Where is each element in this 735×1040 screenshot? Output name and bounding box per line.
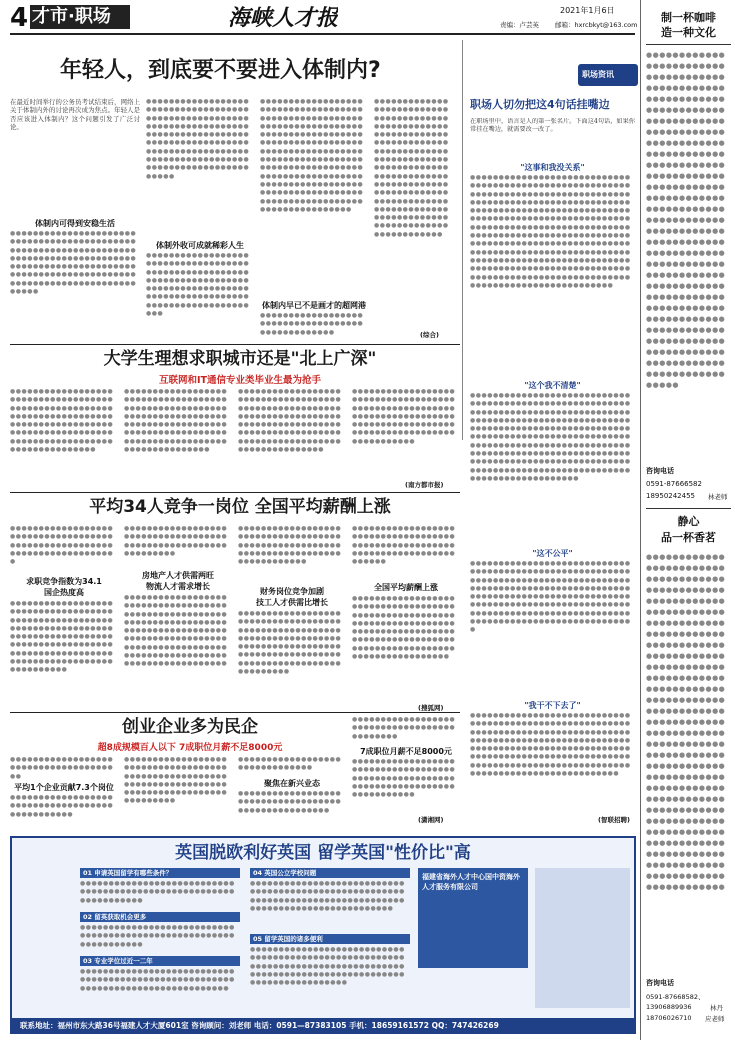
a4-col4b: ●●●●●●●●●●●●●●●●●●●●●●●●●●●●●●●●●●●●●●●●●●●●●●●●●●●●●●●●●●●●●●●●●●●●●●●●●●●●●●●●●●●●●●●●●●●●●●●●●●●●●●●●●●●●●●●●●●●●●●●●●●●●●●●●●●●●●●●●●●●●●●● [352,595,456,661]
ad-q1: 01 申请英国留学有哪些条件？ [80,868,240,878]
a1-col3b: ●●●●●●●●●●●●●●●●●●●●●●●●●●●●●●●●●●●●●●●●●●●●●●●●● [260,312,364,336]
a5-col3b: ●●●●●●●●●●●●●●●●●●●●●●●●●●●●●●●●●●●●●●●●●●●●●●●●●●●● [238,790,342,814]
ad-footer-right: 手机：18659161572 QQ：747426269 [349,1021,499,1030]
a1-subhead-b: 体制外收可成就稀彩人生 [156,241,244,250]
a4-col3a: ●●●●●●●●●●●●●●●●●●●●●●●●●●●●●●●●●●●●●●●●●●●●●●●●●●●●●●●●●●●●●●●●●●●●●●●●●●●●●●●●●●●● [238,525,342,566]
a5-col4b: ●●●●●●●●●●●●●●●●●●●●●●●●●●●●●●●●●●●●●●●●●●●●●●●●●●●●●●●●●●●●●●●●●●●●●●●●●●●●●●●●●●● [352,758,456,799]
a5-subhead-a: 平均1个企业贡献7.3个岗位 [14,783,114,792]
side-phone-5-name: 应老师 [705,1015,725,1023]
a4-col1a: ●●●●●●●●●●●●●●●●●●●●●●●●●●●●●●●●●●●●●●●●●●●●●●●●●●●●●●●●●●●●●●●●●●●●●●●●● [10,525,114,566]
side-text-1: ●●●●●●●●●●●●●●●●●●●●●●●●●●●●●●●●●●●●●●●●●●●●●●●●●●●●●●●●●●●●●●●●●●●●●●●●●●●●●●●●●●●●●●●●●●●●●●●●●●●●●●●●●●●●●●●●●●●●●●●●●●●●●●●●●●●●●●●●●●●●●●●●●●●●●●●●●●●●●●●●●●●●●●●●●●●●●●●●●●●●●●●●●●●●●●●●●●●●●●●●●●●●●●●●●●●●●●●●●●●●●●●●●●●●●●●●●●●●●●●●●●●●●●●●●●●●●●●●●●●●●●●●●●●●●●●●●●●●●●●●●●●●●●●●●●●●●●●●●●●●●●●●●●●●●●●●●●●●●●●●●●●●●●●●●●●●●●●●●●●●●●●●●●●●●●●●●●●●●●●●●●●●● [646,51,726,389]
a1-col2b: ●●●●●●●●●●●●●●●●●●●●●●●●●●●●●●●●●●●●●●●●●●●●●●●●●●●●●●●●●●●●●●●●●●●●●●●●●●●●●●●●●●●●●●●●●●●●●●●●●●●●●●●●●●●●●●●●●●●●●●●●●●●●●●●●● [146,252,250,318]
a4-col3b: ●●●●●●●●●●●●●●●●●●●●●●●●●●●●●●●●●●●●●●●●●●●●●●●●●●●●●●●●●●●●●●●●●●●●●●●●●●●●●●●●●●●●●●●●●●●●●●●●●●●●●●●●●●●●●●●●●●●●●●●●●●●●●●●●●●●●●●● [238,610,342,676]
page-header [0,0,735,35]
a1-title: 年轻人，到底要不要进入体制内? [60,58,381,83]
ad-q2: 02 留英获取机会更多 [80,912,240,922]
ad-a1: ●●●●●●●●●●●●●●●●●●●●●●●●●●●●●●●●●●●●●●●●●●●●●●●●●●●●●●●●●●●●●●●●● [80,880,235,904]
side-title-2b: 品一杯香茗 [661,531,716,544]
ad-q5: 05 留学英国的诸多便利 [250,934,410,944]
side-title-1b: 造一种文化 [661,26,716,39]
a3-source: (南方都市报) [405,481,444,489]
a5-source: (潇湘网) [418,816,444,824]
a2-text-4: ●●●●●●●●●●●●●●●●●●●●●●●●●●●●●●●●●●●●●●●●●●●●●●●●●●●●●●●●●●●●●●●●●●●●●●●●●●●●●●●●●●●●●●●●●●●●●●●●●●●●●●●●●●●●●●●●●●●●●●●●●●●●●●●●●●●●●●●●●●●●●●●●●●●●●●●●●●●●●●●●●●●●●●●●●●●●●●●●●●●●●●●●●●●●●●●●●●●●●●●●●●●●●●●●●●●●●●●●●●●●●● [470,712,631,778]
masthead: 海峡人才报 [228,5,339,31]
a4-subhead-a: 求职竞争指数为34.1 [26,577,102,586]
a1-col1: ●●●●●●●●●●●●●●●●●●●●●●●●●●●●●●●●●●●●●●●●●●●●●●●●●●●●●●●●●●●●●●●●●●●●●●●●●●●●●●●●●●●●●●●●●●●●●●●●●●●●●●●●●●●●●●●●●●●●●●●●●●●●●●●●●●●●●●●●●●●●●●●●●●●●●●●●●●●●●●● [10,230,137,296]
a1-subhead-c: 体制内早已不是画才的超网港 [262,301,366,310]
a4-subhead-b: 房地产人才供需两旺 [142,571,214,580]
a2-subhead-1: "这事和我没关系" [520,163,585,172]
a5-col3a: ●●●●●●●●●●●●●●●●●●●●●●●●●●●●●●● [238,756,342,772]
ad-a4: ●●●●●●●●●●●●●●●●●●●●●●●●●●●●●●●●●●●●●●●●●●●●●●●●●●●●●●●●●●●●●●●●●●●●●●●●●●●●●●●●●●●●●●●●●●●●●●●●●●●●●●●●●● [250,880,405,912]
a3-col1: ●●●●●●●●●●●●●●●●●●●●●●●●●●●●●●●●●●●●●●●●●●●●●●●●●●●●●●●●●●●●●●●●●●●●●●●●●●●●●●●●●●●●●●●●●●●●●●●●●●●●●●●●●●●●●●●●●●●●●●●●●●●●●●●●●●●●●●●●●●●●● [10,388,114,454]
side-phone-4: 13906889936 [646,1003,692,1011]
ad-a3: ●●●●●●●●●●●●●●●●●●●●●●●●●●●●●●●●●●●●●●●●●●●●●●●●●●●●●●●●●●●●●●●●●●●●●●●●●●●●●●●● [80,968,235,992]
ad-info-title: 福建省海外人才中心国中资海外人才服务有限公司 [422,873,520,891]
a4-subhead-c: 财务岗位竞争加剧 [260,587,324,596]
page-number: 4 [10,4,29,32]
issue-date: 2021年1月6日 [560,6,615,15]
a2-subhead-2: "这个我不清楚" [524,381,581,390]
a2-text-1: ●●●●●●●●●●●●●●●●●●●●●●●●●●●●●●●●●●●●●●●●●●●●●●●●●●●●●●●●●●●●●●●●●●●●●●●●●●●●●●●●●●●●●●●●●●●●●●●●●●●●●●●●●●●●●●●●●●●●●●●●●●●●●●●●●●●●●●●●●●●●●●●●●●●●●●●●●●●●●●●●●●●●●●●●●●●●●●●●●●●●●●●●●●●●●●●●●●●●●●●●●●●●●●●●●●●●●●●●●●●●●●●●●●●●●●●●●●●●●●●●●●●●●●●●●●●●●●●●●●●●●●●●●●●●●●●●●●●●●●●●●●●●●●●●●●●●●●●●●●●●●●●●●●●●●●●●●●●●●●●●●●●●●●●●●●●●●●●●●●●●●●●●●●●●●●●●●●●●●●●●●●●●●●●●●●●●●●●●●●●●●●●●●●●●● [470,174,631,289]
ad-q3: 03 专业学位过近一二年 [80,956,240,966]
a3-col2: ●●●●●●●●●●●●●●●●●●●●●●●●●●●●●●●●●●●●●●●●●●●●●●●●●●●●●●●●●●●●●●●●●●●●●●●●●●●●●●●●●●●●●●●●●●●●●●●●●●●●●●●●●●●●●●●●●●●●●●●●●●●●●●●●●●●●●●●●●●●●● [124,388,228,454]
a4-subhead-d: 全国平均薪酬上涨 [374,583,438,592]
a3-col4: ●●●●●●●●●●●●●●●●●●●●●●●●●●●●●●●●●●●●●●●●●●●●●●●●●●●●●●●●●●●●●●●●●●●●●●●●●●●●●●●●●●●●●●●●●●●●●●●●●●●●●●●●●●●●●●●●●●●●●●● [352,388,456,445]
a1-col2: ●●●●●●●●●●●●●●●●●●●●●●●●●●●●●●●●●●●●●●●●●●●●●●●●●●●●●●●●●●●●●●●●●●●●●●●●●●●●●●●●●●●●●●●●●●●●●●●●●●●●●●●●●●●●●●●●●●●●●●●●●●●●●●●●●●●●●●●●●●●●●●●●●●●●●●●●●●●●●●●●●●●●●●● [146,98,250,180]
a3-subtitle: 互联网和IT通信专业类毕业生最为抢手 [158,375,321,386]
a2-source: (智联招聘) [598,816,630,824]
ad-a2: ●●●●●●●●●●●●●●●●●●●●●●●●●●●●●●●●●●●●●●●●●●●●●●●●●●●●●●●●●●●●●●●●● [80,924,235,948]
a2-subhead-4: "我干不下去了" [524,701,581,710]
a1-col3: ●●●●●●●●●●●●●●●●●●●●●●●●●●●●●●●●●●●●●●●●●●●●●●●●●●●●●●●●●●●●●●●●●●●●●●●●●●●●●●●●●●●●●●●●●●●●●●●●●●●●●●●●●●●●●●●●●●●●●●●●●●●●●●●●●●●●●●●●●●●●●●●●●●●●●●●●●●●●●●●●●●●●●●●●●●●●●●●●●●●●●●●●●●●●●●●●●●●●●●●●●●●●●●●●●●●●●●●●●●●●●●●●●●●●●●●●●●●●●●●●●●●●●●●●●● [260,98,364,213]
a2-title: 职场人切勿把这4句话挂嘴边 [470,98,610,111]
a4-subhead-a2: 国企热度高 [44,588,84,597]
a5-subtitle: 超8成规模百人以下 7成职位月薪不足8000元 [97,743,283,753]
a3-col3: ●●●●●●●●●●●●●●●●●●●●●●●●●●●●●●●●●●●●●●●●●●●●●●●●●●●●●●●●●●●●●●●●●●●●●●●●●●●●●●●●●●●●●●●●●●●●●●●●●●●●●●●●●●●●●●●●●●●●●●●●●●●●●●●●●●●●●●●●●●●●● [238,388,342,454]
a1-col4: ●●●●●●●●●●●●●●●●●●●●●●●●●●●●●●●●●●●●●●●●●●●●●●●●●●●●●●●●●●●●●●●●●●●●●●●●●●●●●●●●●●●●●●●●●●●●●●●●●●●●●●●●●●●●●●●●●●●●●●●●●●●●●●●●●●●●●●●●●●●●●●●●●●●●●●●●●●●●●●●●●●●●●●●●●●●●●●●●●●●●●●●●●●●●●●●●●●●●●●●●●●●●●●●●●●●●●●●●●●●● [374,98,449,238]
a4-col1b: ●●●●●●●●●●●●●●●●●●●●●●●●●●●●●●●●●●●●●●●●●●●●●●●●●●●●●●●●●●●●●●●●●●●●●●●●●●●●●●●●●●●●●●●●●●●●●●●●●●●●●●●●●●●●●●●●●●●●●●●●●●●●●●●●●●●●●●●●●●●●●●●●●●●●●●●●●● [10,600,114,674]
a5-subhead-c: 7成职位月薪不足8000元 [360,747,452,756]
side-phone-2-name: 林老师 [708,493,728,501]
side-phone-1: 0591-87666582 [646,480,702,488]
side-text-2: ●●●●●●●●●●●●●●●●●●●●●●●●●●●●●●●●●●●●●●●●●●●●●●●●●●●●●●●●●●●●●●●●●●●●●●●●●●●●●●●●●●●●●●●●●●●●●●●●●●●●●●●●●●●●●●●●●●●●●●●●●●●●●●●●●●●●●●●●●●●●●●●●●●●●●●●●●●●●●●●●●●●●●●●●●●●●●●●●●●●●●●●●●●●●●●●●●●●●●●●●●●●●●●●●●●●●●●●●●●●●●●●●●●●●●●●●●●●●●●●●●●●●●●●●●●●●●●●●●●●●●●●●●●●●●●●●●●●●●●●●●●●●●●●●●●●●●●●●●●●●●●●●●●●●●●●●●●●●●●●●●●●●●●●●●●●●●●●●●●●●●●●●●●●●●●●●●●●●●●●●●●●●●●●●●●●● [646,553,726,891]
a4-subhead-b2: 物流人才需求增长 [146,582,210,591]
ad-q4: 04 英国公立学校问题 [250,868,410,878]
a2-text-2: ●●●●●●●●●●●●●●●●●●●●●●●●●●●●●●●●●●●●●●●●●●●●●●●●●●●●●●●●●●●●●●●●●●●●●●●●●●●●●●●●●●●●●●●●●●●●●●●●●●●●●●●●●●●●●●●●●●●●●●●●●●●●●●●●●●●●●●●●●●●●●●●●●●●●●●●●●●●●●●●●●●●●●●●●●●●●●●●●●●●●●●●●●●●●●●●●●●●●●●●●●●●●●●●●●●●●●●●●●●●●●●●●●●●●●●●●●●●●●●●●●●●●●●●●●●●●●●●●●●●●●●●●●●●●●●●●●●●●●●●●●●●●●●●●●●●●●●●●●●● [470,392,631,482]
a3-title: 大学生理想求职城市还是"北上广深" [103,349,377,369]
a5-subhead-b: 聚焦在新兴业态 [264,779,320,788]
a2-subhead-3: "这不公平" [532,549,573,558]
ad-photo [535,868,630,1008]
a4-source: (搜狐网) [418,704,444,712]
a5-col2: ●●●●●●●●●●●●●●●●●●●●●●●●●●●●●●●●●●●●●●●●●●●●●●●●●●●●●●●●●●●●●●●●●●●●●●●●●●●●●●●●●●●●●●●●●●●●●●●●●●● [124,756,228,805]
email: 邮箱：hxrcbkyt@163.com [555,21,638,29]
editor: 责编：卢芸英 [500,21,539,29]
side-phone-5: 18706026710 [646,1014,692,1022]
ad-a5: ●●●●●●●●●●●●●●●●●●●●●●●●●●●●●●●●●●●●●●●●●●●●●●●●●●●●●●●●●●●●●●●●●●●●●●●●●●●●●●●●●●●●●●●●●●●●●●●●●●●●●●●●●●●●●●●●●●●●●●●●●●●●● [250,946,405,987]
side-title-2a: 静心 [677,515,700,528]
a1-source: (综合) [420,331,439,339]
side-consult-label: 咨询电话 [646,467,674,475]
a2-badge: 职场资讯 [582,70,614,79]
a1-subhead-a: 体制内可得到安稳生活 [35,219,115,228]
a1-intro: 在最近时间举行的公务员考试结束后，网络上关于体制内外的讨论再次成为焦点。年轻人是否应该进入体制内？这个问题引发了广泛讨论。 [10,98,140,131]
a2-intro: 在职场里中，语言是人的第一张名片。下面这4句话，如果你常挂在嘴边，就需要改一改了。 [470,118,635,134]
side-consult-label-2: 咨询电话 [646,979,674,987]
ad-footer-left: 联系地址：福州市东大路36号福建人才大厦601室 咨询顾问：刘老师 电话：0591—87383105 [20,1021,347,1030]
a2-text-3: ●●●●●●●●●●●●●●●●●●●●●●●●●●●●●●●●●●●●●●●●●●●●●●●●●●●●●●●●●●●●●●●●●●●●●●●●●●●●●●●●●●●●●●●●●●●●●●●●●●●●●●●●●●●●●●●●●●●●●●●●●●●●●●●●●●●●●●●●●●●●●●●●●●●●●●●●●●●●●●●●●●●●●●●●●●●●●●●●●●●●●●●●●●●●●●●●●●●●●●●●●●●●●●●●●●●●●●●●●●●●●●●●● [470,560,631,634]
a4-col2b: ●●●●●●●●●●●●●●●●●●●●●●●●●●●●●●●●●●●●●●●●●●●●●●●●●●●●●●●●●●●●●●●●●●●●●●●●●●●●●●●●●●●●●●●●●●●●●●●●●●●●●●●●●●●●●●●●●●●●●●●●●●●●●●●●●●●●●●●●●●●●●●●●●●●●●●●●●●●●●●●●●● [124,594,228,668]
a4-subhead-c2: 技工人才供需比增长 [256,598,328,607]
section-title: 才市·职场 [32,6,111,27]
a4-title: 平均34人竞争一岗位 全国平均薪酬上涨 [89,497,391,517]
a5-col1b: ●●●●●●●●●●●●●●●●●●●●●●●●●●●●●●●●●●●●●●●●●●●●●●● [10,794,114,818]
a4-col2a: ●●●●●●●●●●●●●●●●●●●●●●●●●●●●●●●●●●●●●●●●●●●●●●●●●●●●●●●●●●●●●●● [124,525,228,557]
ad-info-box [418,868,528,968]
ad-title: 英国脱欧利好英国 留学英国"性价比"高 [175,843,471,863]
ad-footer [12,1018,634,1033]
side-phone-3: 0591-87668582、 [646,993,705,1001]
a5-col4a: ●●●●●●●●●●●●●●●●●●●●●●●●●●●●●●●●●●●●●●●●●●●● [352,716,456,740]
a5-title: 创业企业多为民企 [122,717,258,737]
side-phone-2: 18950242455 [646,492,695,500]
a4-col4a: ●●●●●●●●●●●●●●●●●●●●●●●●●●●●●●●●●●●●●●●●●●●●●●●●●●●●●●●●●●●●●●●●●●●●●●●●●●●●●● [352,525,456,566]
side-phone-4-name: 林丹 [710,1004,723,1012]
a5-col1a: ●●●●●●●●●●●●●●●●●●●●●●●●●●●●●●●●●●●●●● [10,756,114,780]
side-title-1a: 制一杯咖啡 [661,11,716,24]
